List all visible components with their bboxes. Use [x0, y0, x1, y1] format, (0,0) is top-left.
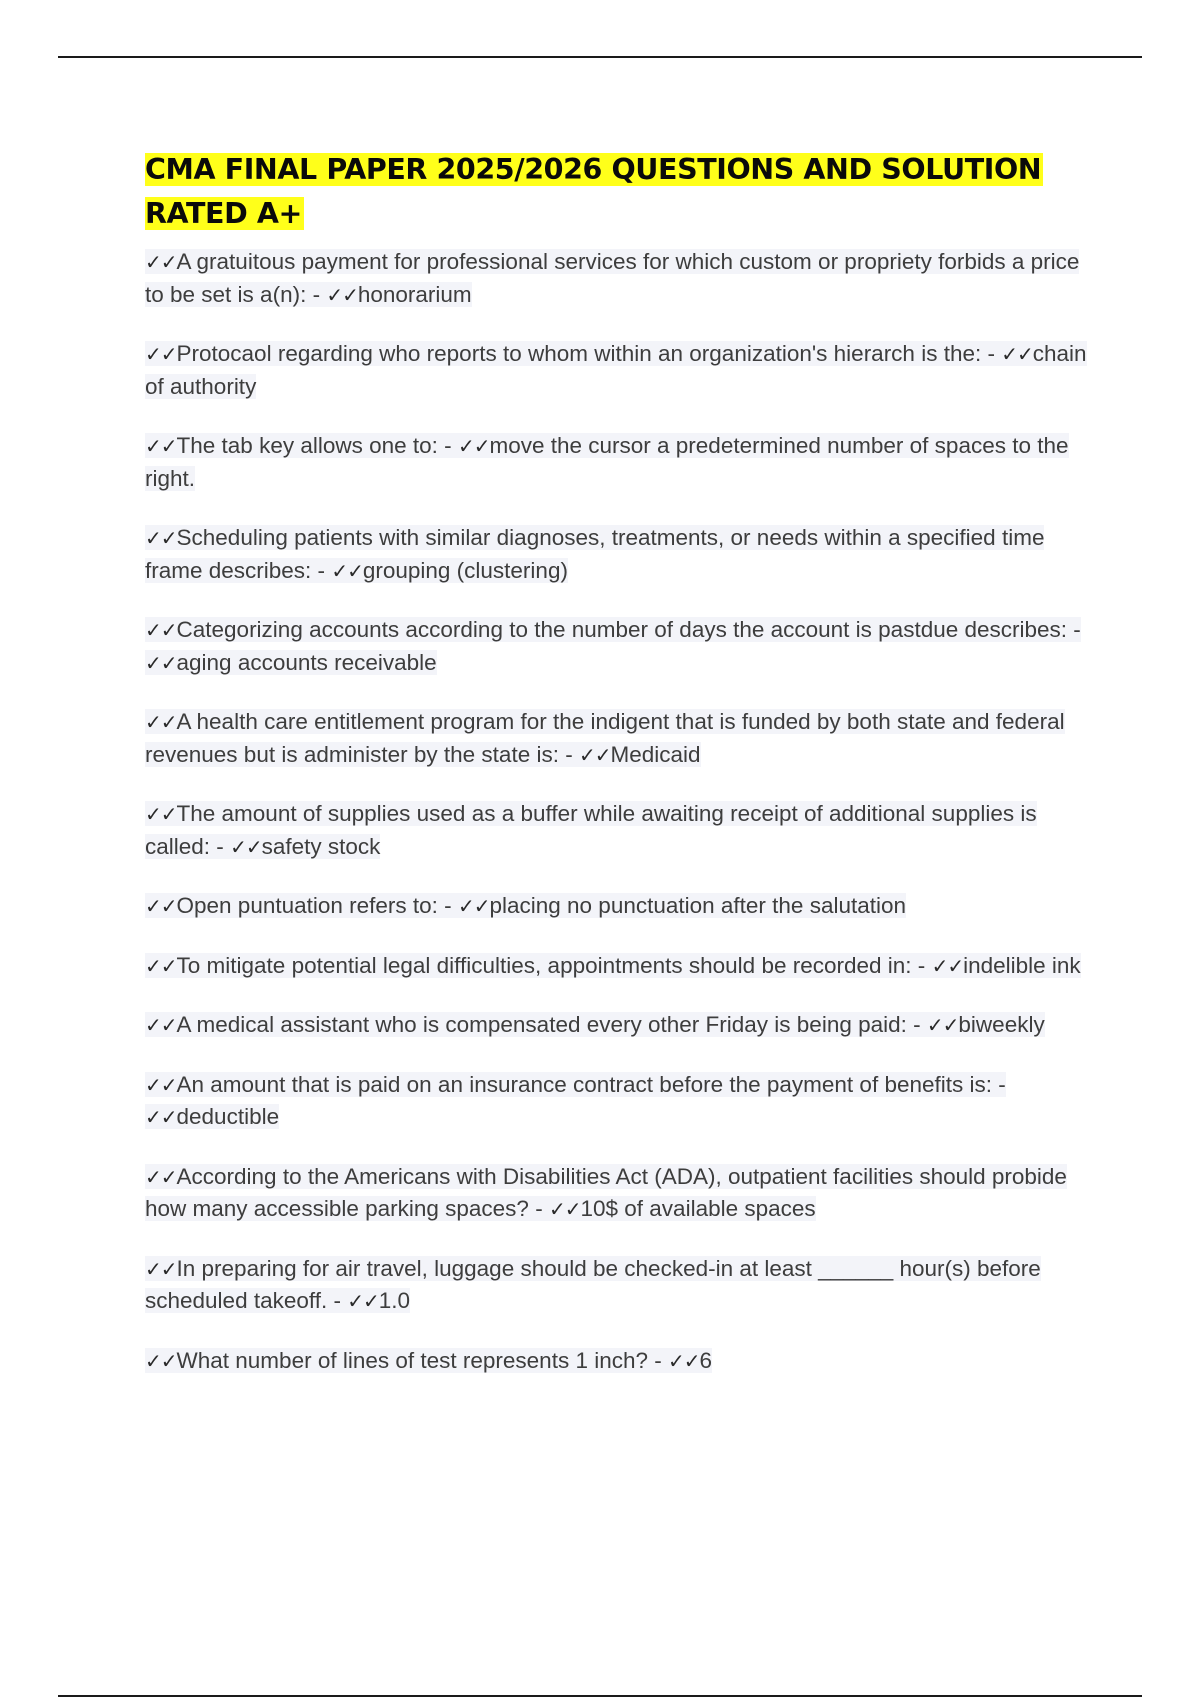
answer-text: 1.0 — [378, 1288, 411, 1313]
check-mark-icon: ✓✓ — [1001, 342, 1033, 366]
check-mark-icon: ✓✓ — [931, 953, 964, 978]
check-mark-icon: ✓✓ — [145, 250, 177, 274]
qa-item — [145, 1009, 1090, 1042]
check-mark-icon: ✓✓ — [331, 558, 363, 583]
qa-item-highlight — [145, 709, 1065, 767]
answer-text: 10$ of available spaces — [580, 1196, 816, 1221]
qa-item — [145, 1069, 1090, 1134]
check-mark-icon: ✓✓ — [926, 1013, 959, 1037]
question-text: The amount of supplies used as a buffer while awaiting receipt of additional supplies is called: - — [145, 801, 1037, 859]
question-text: A health care entitlement program for the indigent that is funded by both state and federal revenues but is administer by the state is: - — [145, 709, 1065, 767]
qa-item-highlight — [145, 953, 1081, 978]
qa-item — [145, 950, 1090, 983]
bottom-rule — [58, 1695, 1142, 1697]
qa-item-highlight — [145, 1072, 1006, 1130]
document-body — [145, 148, 1090, 1404]
check-mark-icon: ✓✓ — [668, 1348, 700, 1373]
check-mark-icon: ✓✓ — [145, 894, 177, 918]
question-text: The tab key allows one to: - — [176, 433, 452, 458]
question-text: To mitigate potential legal difficulties, appointments should be recorded in: - — [176, 952, 926, 978]
qa-item — [145, 338, 1090, 403]
qa-item-highlight — [145, 801, 1037, 859]
check-mark-icon: ✓✓ — [145, 1013, 177, 1037]
check-mark-icon: ✓✓ — [145, 1256, 177, 1281]
answer-text: honorarium — [357, 281, 472, 307]
question-text: What number of lines of test represents 1 inch? - — [176, 1347, 662, 1373]
answer-text: placing no punctuation after the salutation — [489, 893, 907, 918]
qa-item — [145, 798, 1090, 863]
check-mark-icon: ✓✓ — [145, 1348, 177, 1373]
check-mark-icon: ✓✓ — [145, 1072, 177, 1097]
question-text: A medical assistant who is compensated every other Friday is being paid: - — [176, 1012, 921, 1037]
answer-text: biweekly — [958, 1012, 1045, 1037]
check-mark-icon: ✓✓ — [145, 953, 177, 978]
check-mark-icon: ✓✓ — [145, 1164, 177, 1189]
qa-item — [145, 614, 1090, 679]
qa-item — [145, 706, 1090, 771]
answer-text: indelible ink — [963, 952, 1081, 978]
question-text: Scheduling patients with similar diagnoses, treatments, or needs within a specified time frame describes: - — [145, 525, 1045, 583]
answer-text: safety stock — [261, 833, 381, 859]
answer-text: aging accounts receivable — [176, 649, 437, 675]
qa-item-highlight — [145, 341, 1087, 399]
question-text: Open puntuation refers to: - — [176, 893, 452, 918]
question-text: Protocaol regarding who reports to whom within an organization's hierarch is the: - — [176, 341, 995, 366]
document-title-line-1: CMA FINAL PAPER 2025/2026 QUESTIONS AND SOLUTION — [145, 153, 1042, 186]
qa-item — [145, 430, 1090, 495]
check-mark-icon: ✓✓ — [145, 802, 177, 826]
question-text: An amount that is paid on an insurance contract before the payment of benefits is: - — [176, 1071, 1006, 1097]
qa-item-highlight — [145, 249, 1079, 307]
check-mark-icon: ✓✓ — [145, 342, 177, 366]
qa-item — [145, 1161, 1090, 1226]
answer-text: Medicaid — [610, 741, 701, 767]
qa-item-highlight — [145, 893, 906, 918]
check-mark-icon: ✓✓ — [326, 282, 358, 307]
qa-item-highlight — [145, 525, 1044, 583]
document-title-line-2: RATED A+ — [145, 197, 303, 230]
answer-text: grouping (clustering) — [362, 557, 568, 583]
check-mark-icon: ✓✓ — [145, 710, 177, 734]
qa-item — [145, 1345, 1090, 1378]
answer-text: deductible — [176, 1104, 280, 1129]
qa-item-highlight — [145, 433, 1069, 491]
check-mark-icon: ✓✓ — [548, 1197, 581, 1221]
check-mark-icon: ✓✓ — [347, 1289, 379, 1313]
answer-text: 6 — [699, 1347, 713, 1373]
check-mark-icon: ✓✓ — [230, 834, 262, 859]
check-mark-icon: ✓✓ — [457, 434, 490, 458]
question-text: A gratuitous payment for professional services for which custom or propriety forbids a price to be set is a(n): - — [145, 249, 1080, 307]
question-text: According to the Americans with Disabilities Act (ADA), outpatient facilities should probide how many accessible parking spaces? - — [145, 1163, 1067, 1221]
check-mark-icon: ✓✓ — [145, 526, 177, 550]
check-mark-icon: ✓✓ — [145, 650, 177, 675]
question-text: In preparing for air travel, luggage should be checked-in at least ______ hour(s) before scheduled takeoff. - — [145, 1255, 1041, 1313]
answer-text: chain of authority — [145, 341, 1087, 399]
qa-item-highlight — [145, 617, 1081, 675]
qa-item-highlight — [145, 1256, 1041, 1314]
check-mark-icon: ✓✓ — [145, 1105, 177, 1129]
qa-item — [145, 890, 1090, 923]
check-mark-icon: ✓✓ — [145, 434, 177, 458]
question-text: Categorizing accounts according to the number of days the account is pastdue describes: - — [176, 617, 1081, 642]
qa-item — [145, 522, 1090, 587]
check-mark-icon: ✓✓ — [145, 618, 177, 642]
qa-item — [145, 1253, 1090, 1318]
check-mark-icon: ✓✓ — [457, 894, 490, 918]
qa-item-highlight — [145, 1348, 712, 1373]
question-answer-list — [145, 246, 1090, 1377]
qa-item-highlight — [145, 1012, 1045, 1037]
top-rule — [58, 56, 1142, 58]
answer-text: move the cursor a predetermined number of spaces to the right. — [145, 433, 1069, 491]
check-mark-icon: ✓✓ — [578, 742, 611, 767]
qa-item-highlight — [145, 1164, 1067, 1222]
qa-item — [145, 246, 1090, 311]
